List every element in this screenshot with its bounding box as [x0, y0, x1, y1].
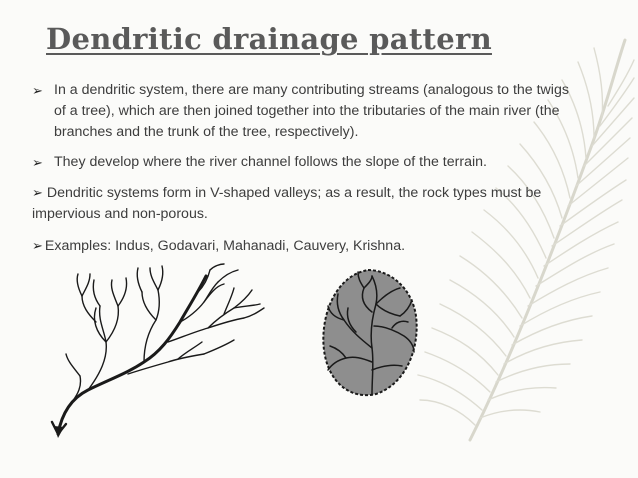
dendritic-river-diagram	[48, 262, 268, 442]
arrowhead-bullet-icon: ➢	[32, 155, 43, 170]
bullet-text: In a dendritic system, there are many contributing streams (analogous to the twigs of a tree), which are then joined together into the tributaries of the main river (the branches and the trunk of the tree, respectively).	[54, 82, 569, 140]
bullet-item	[32, 152, 572, 173]
drainage-basin-diagram	[320, 266, 420, 400]
bullet-text: They develop where the river channel follows the slope of the terrain.	[54, 154, 487, 170]
bullet-list	[32, 80, 572, 257]
bullet-text: Examples: Indus, Godavari, Mahanadi, Cauvery, Krishna.	[44, 238, 406, 254]
arrowhead-bullet-icon: ➢	[32, 83, 43, 98]
bullet-text: Dendritic systems form in V-shaped valleys; as a result, the rock types must be impervious and non-porous.	[32, 185, 542, 222]
page-title: Dendritic drainage pattern	[46, 22, 492, 56]
bullet-item	[32, 182, 572, 225]
bullet-item	[32, 235, 572, 257]
bullet-item	[32, 80, 572, 143]
arrowhead-bullet-icon: ➢	[32, 238, 43, 253]
arrowhead-bullet-icon: ➢	[32, 185, 43, 200]
